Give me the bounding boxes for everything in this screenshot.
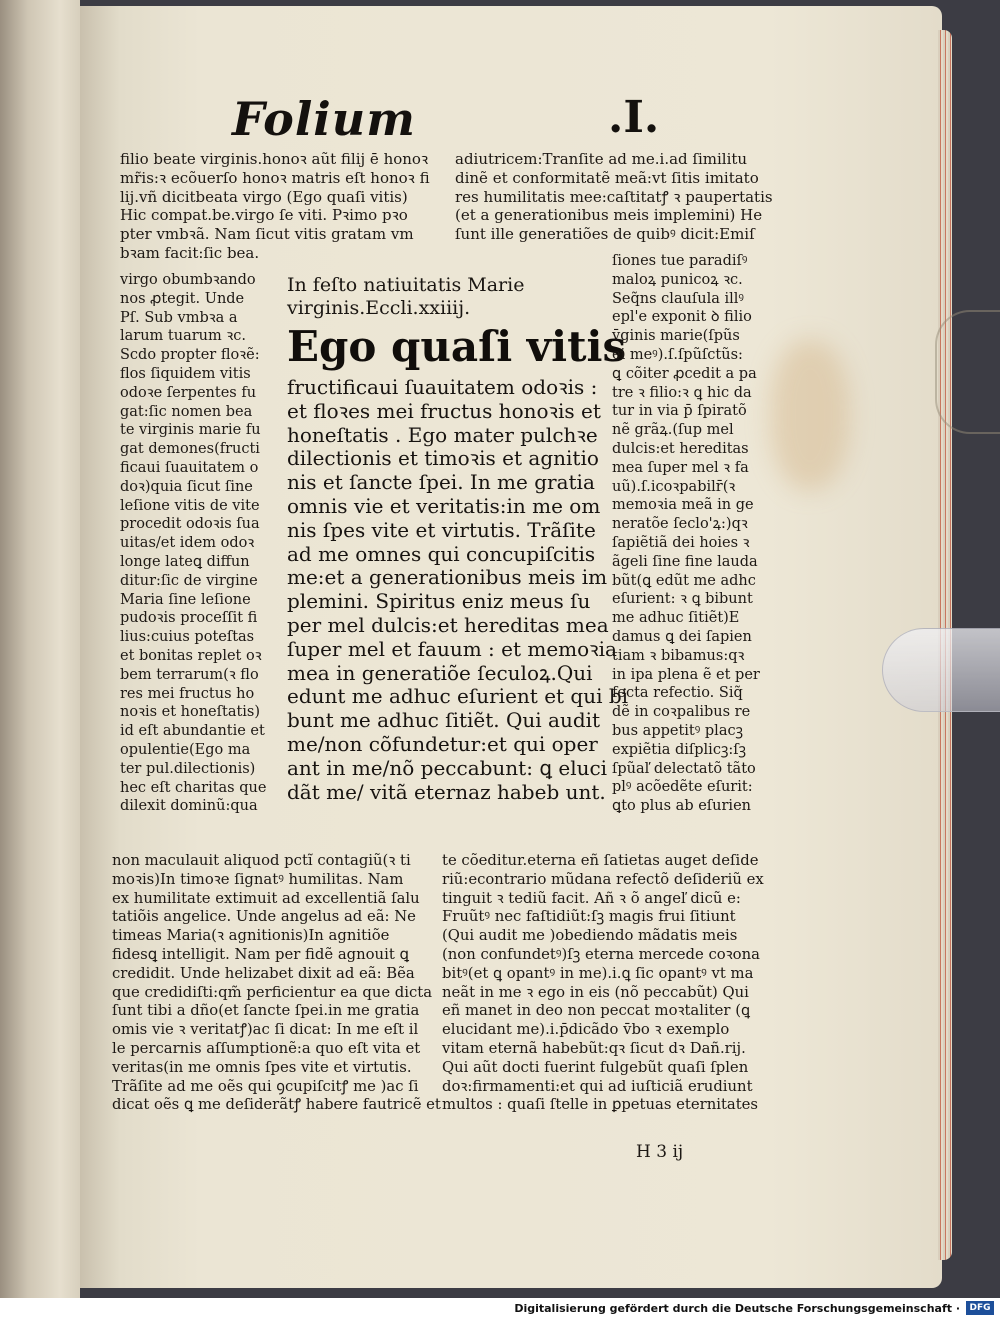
text-line: ãgeli ſine fine lauda (612, 553, 758, 570)
water-stain (770, 340, 850, 490)
text-line: ſuper mel et fauum : et memoꝛia (287, 636, 617, 661)
text-line: fecta refectio. Siq̃ (612, 685, 743, 702)
text-line: que credidiſti:qm̃ perficientur ea que dicta (112, 983, 433, 1001)
text-line: ex humilitate extimuit ad excellentiã ſalu (112, 889, 420, 907)
text-line: non maculauit aliquod pctĩ contagiũ(ꝛ ti (112, 852, 411, 869)
text-line: gat demones(fructi (120, 441, 260, 458)
text-line: ꝗto plus ab eſurien (612, 798, 751, 815)
text-line: eſurient: ꝛ ꝗ bibunt (612, 591, 753, 608)
text-line: vitam eternã habebũt:qꝛ ſicut dꝛ Dañ.rij. (442, 1039, 746, 1057)
text-line: in ipa plena ẽ et per (612, 666, 760, 683)
footer-bar (0, 1298, 1000, 1320)
text-line: memoꝛia meã in ge (612, 497, 754, 514)
text-line: riũ:econtrario mũdana refectõ deſideriũ ex (442, 870, 764, 888)
text-line: ditur:ſic de virgine (120, 572, 258, 589)
text-line: Fruũtꝰ nec faſtidiũt:ſꝫ magis frui ſitiunt (442, 908, 736, 926)
text-line: omis vie ꝛ veritatꝭ)ac ſi dicat: In me eſt il (112, 1021, 419, 1039)
text-line: et bonitas replet oꝛ (120, 647, 262, 664)
signature-mark: H 3 ij (636, 1142, 684, 1162)
text-line: ficaui ſuauitatem o (120, 459, 259, 476)
text-line: me/non cõfundetur:et qui oper (287, 731, 598, 756)
text-line: (non confundetꝰ)ſꝫ eterna mercede coꝛona (442, 945, 760, 963)
text-line: tur in via p̄ ſpiratõ (612, 403, 747, 420)
text-line: moꝛis)In timoꝛe ſignatꝰ humilitas. Nam (112, 870, 404, 888)
text-line: odoꝛe ſerpentes fu (120, 384, 257, 401)
incipit-heading: Ego quaſi vitis (287, 322, 627, 371)
text-line: Seq̃ns clauſula illꝰ (612, 290, 744, 307)
text-line: uũ).ſ.icoꝛpabilr̄(ꝛ (612, 478, 736, 495)
facing-page-edge (0, 0, 80, 1298)
text-line: longe lateꝗ diffun (120, 553, 250, 570)
right-column-top (455, 150, 773, 244)
text-line: bꝛam facit:ſic bea. (120, 243, 260, 262)
text-line: larum tuarum ꝛc. (120, 328, 246, 345)
text-line: et floꝛes mei fructus honoꝛis et (287, 398, 601, 423)
text-line: nis ſpes vite et virtutis. Trãſite (287, 517, 596, 542)
text-line: bus appetitꝰ placꝫ (612, 722, 743, 739)
text-line: tinguit ꝛ tediũ facit. Añ ꝛ õ angeľ dicũ e: (442, 889, 741, 907)
text-line: damus ꝗ dei ſapien (612, 628, 752, 645)
text-line: Scdo propter floꝛẽ: (120, 347, 260, 364)
text-line: ant in me/nõ peccabunt: ꝗ eluci (287, 755, 608, 780)
text-line: neratõe ſeclo'ꝝ:)qꝛ (612, 516, 748, 533)
main-text-block (287, 376, 628, 804)
text-line: ſunt ille generatiões de quibꝰ dicit:Emiſ (455, 225, 755, 244)
text-line: leſione vitis de vite (120, 497, 260, 514)
left-column-narrow (120, 271, 266, 816)
text-line: ad me omnes qui concupiſcitis (287, 541, 596, 566)
text-line: bitꝰ(et ꝗ opantꝰ in me).i.ꝗ ſic opantꝰ vt ma (442, 964, 754, 982)
text-line: fructificaui ſuauitatem odoꝛis : (287, 375, 598, 399)
left-column-top (120, 150, 430, 263)
text-line: mr̃is:ꝛ ecõuerſo honoꝛ matris eſt honoꝛ fi (120, 168, 430, 187)
text-line: omnis vie et veritatis:in me om (287, 493, 601, 518)
bottom-left-column (112, 852, 441, 1115)
text-line: elucidant me).i.p̄dicãdo v̄bo ꝛ exemplo (442, 1021, 730, 1039)
text-line: (et a generationibus meis implemini) He (455, 206, 763, 225)
text-line: ꝗ cõiter ꝓcedit a pa (612, 365, 757, 382)
text-line: me:et a generationibus meis im (287, 565, 608, 590)
text-line: hec eſt charitas que (120, 779, 267, 796)
right-column-narrow (612, 252, 760, 816)
text-line: Hic compat.be.virgo ſe viti. Pꝛimo pꝛo (120, 206, 408, 225)
text-line: dãt me/ vitã eternaz habeb unt. (287, 779, 606, 804)
text-line: timeas Maria(ꝛ agnitionis)In agnitiõe (112, 927, 390, 945)
dfg-logo: DFG (966, 1301, 994, 1315)
text-line: bũt(ꝗ edũt me adhc (612, 572, 756, 589)
text-line: ſapiẽtiã dei hoies ꝛ (612, 534, 750, 551)
text-line: maloꝝ punicoꝝ ꝛc. (612, 271, 743, 288)
text-line: flos ſiquidem vitis (120, 365, 251, 382)
text-line: uitas/et idem odoꝛ (120, 535, 255, 552)
bottom-right-column (442, 852, 764, 1115)
text-line: plemini. Spiritus eniz meus ſu (287, 589, 591, 614)
book-clasp (935, 310, 1000, 434)
text-line: multos : quaſi ſtelle in ꝑpetuas eternitates (442, 1096, 759, 1114)
text-line: Qui aũt docti fuerint fulgebũt quaſi ſplen (442, 1058, 749, 1076)
text-line: credidit. Unde helizabet dixit ad eã: Bẽa (112, 964, 415, 982)
text-line: pudoꝛis proceſſit fi (120, 610, 258, 627)
text-line: le percarnis aſſumptionẽ:a quo eſt vita et (112, 1039, 421, 1057)
text-line: adiutricem:Tranſite ad me.i.ad ſimilitu (455, 150, 748, 168)
text-line: nẽ grãꝝ.(ſup mel (612, 422, 734, 439)
text-line: te virginis marie fu (120, 422, 261, 439)
text-line: opulentie(Ego ma (120, 741, 251, 758)
text-line: edunt me adhuc eſurient et qui bi (287, 684, 629, 709)
text-line: plꝰ acõedẽte eſurit: (612, 779, 753, 796)
text-line: mea ſuper mel ꝛ fa (612, 459, 749, 476)
text-line: dinẽ et conformitatẽ meã:vt ſitis imitato (455, 168, 759, 187)
text-line: lij.vñ dicitbeata virgo (Ego quaſi vitis) (120, 187, 408, 206)
text-line: tatiõis angelice. Unde angelus ad eã: Ne (112, 908, 416, 926)
title-line: In feſto natiuitatis Marie (287, 274, 525, 296)
text-line: nis et ſancte ſpei. In me gratia (287, 470, 595, 495)
title-line: virginis.Eccli.xxiiij. (287, 297, 471, 319)
text-line: dulcis:et hereditas (612, 440, 749, 457)
text-line: Maria ſine leſione (120, 591, 251, 608)
text-line: procedit odoꝛis ſua (120, 516, 260, 533)
text-line: ſpũaľ delectatõ tãto (612, 760, 756, 777)
text-line: Pſ. Sub vmbꝛa a (120, 309, 238, 326)
text-line: ter pul.dilectionis) (120, 760, 256, 777)
text-line: filio beate virginis.honoꝛ aũt filij ē honoꝛ (120, 150, 429, 168)
text-line: dẽ in coꝛpalibus re (612, 704, 751, 721)
funding-credit: Digitalisierung gefördert durch die Deutsche Forschungsgemeinschaft · (514, 1302, 960, 1315)
page-clip (882, 628, 1000, 712)
text-line: dicat oẽs ꝗ me deſiderãtꝭ habere fautricẽ et (112, 1096, 441, 1114)
folio-number: .I. (608, 92, 660, 143)
text-line: eñ manet in deo non peccat moꝛtaliter (ꝗ (442, 1002, 751, 1020)
text-line: ſiones tue paradiſꝰ (612, 253, 748, 269)
running-header-folio: Folium (232, 92, 416, 146)
text-line: pter vmbꝛã. Nam ſicut vitis gratam vm (120, 225, 414, 244)
text-line: tiam ꝛ bibamus:qꝛ (612, 647, 745, 664)
text-line: neãt in me ꝛ ego in eis (nõ peccabũt) Qui (442, 983, 749, 1001)
text-line: v̄ginis marie(ſpũs (612, 328, 740, 345)
text-line: tre ꝛ filio:ꝛ ꝗ hic da (612, 384, 752, 401)
text-line: dilectionis et timoꝛis et agnitio (287, 446, 599, 471)
text-line: res humilitatis mee:caſtitatꝭ ꝛ paupertatis (455, 187, 773, 206)
text-line: fidesꝗ intelligit. Nam per fidẽ agnouit ꝗ (112, 945, 409, 963)
feast-title (287, 274, 524, 320)
text-line: me adhuc ſitiẽt)E (612, 610, 740, 627)
text-line: id eſt abundantie et (120, 723, 265, 740)
text-line: dilexit dominũ:qua (120, 798, 258, 815)
text-line: doꝛ:firmamenti:et qui ad iuſticiã erudiunt (442, 1077, 753, 1095)
text-line: mea in generatiõe ſeculoꝝ.Qui (287, 660, 593, 685)
text-line: bem terrarum(ꝛ flo (120, 666, 259, 683)
text-line: virgo obumbꝛando (120, 272, 256, 288)
text-line: veritas(in me omnis ſpes vite et virtutis. (112, 1058, 412, 1076)
text-line: gat:ſic nomen bea (120, 403, 253, 420)
text-line: honeſtatis . Ego mater pulchꝛe (287, 422, 598, 447)
text-line: ei meꝰ).ſ.ſpũſctũs: (612, 346, 743, 363)
text-line: res mei fructus ho (120, 685, 255, 702)
text-line: expiẽtia diſplicꝫ:ſꝫ (612, 741, 747, 758)
text-line: lius:cuius poteſtas (120, 629, 255, 646)
text-line: noꝛis et honeſtatis) (120, 704, 261, 721)
text-line: bunt me adhuc ſitiẽt. Qui audit (287, 708, 601, 733)
text-line: (Qui audit me )obediendo mãdatis meis (442, 927, 738, 945)
text-line: Trãſite ad me oẽs qui ꝯcupiſcitꝭ me )ac ſi (112, 1077, 419, 1095)
text-line: te cõeditur.eterna eñ ſatietas auget deſide (442, 852, 759, 869)
text-line: doꝛ)quia ſicut ſine (120, 478, 253, 495)
text-line: ſunt tibi a dño(et ſancte ſpei.in me gratia (112, 1002, 420, 1020)
text-line: epl'e exponit ꝺ filio (612, 309, 752, 326)
text-line: nos ꝓtegit. Unde (120, 290, 245, 307)
text-line: per mel dulcis:et hereditas mea (287, 612, 609, 637)
